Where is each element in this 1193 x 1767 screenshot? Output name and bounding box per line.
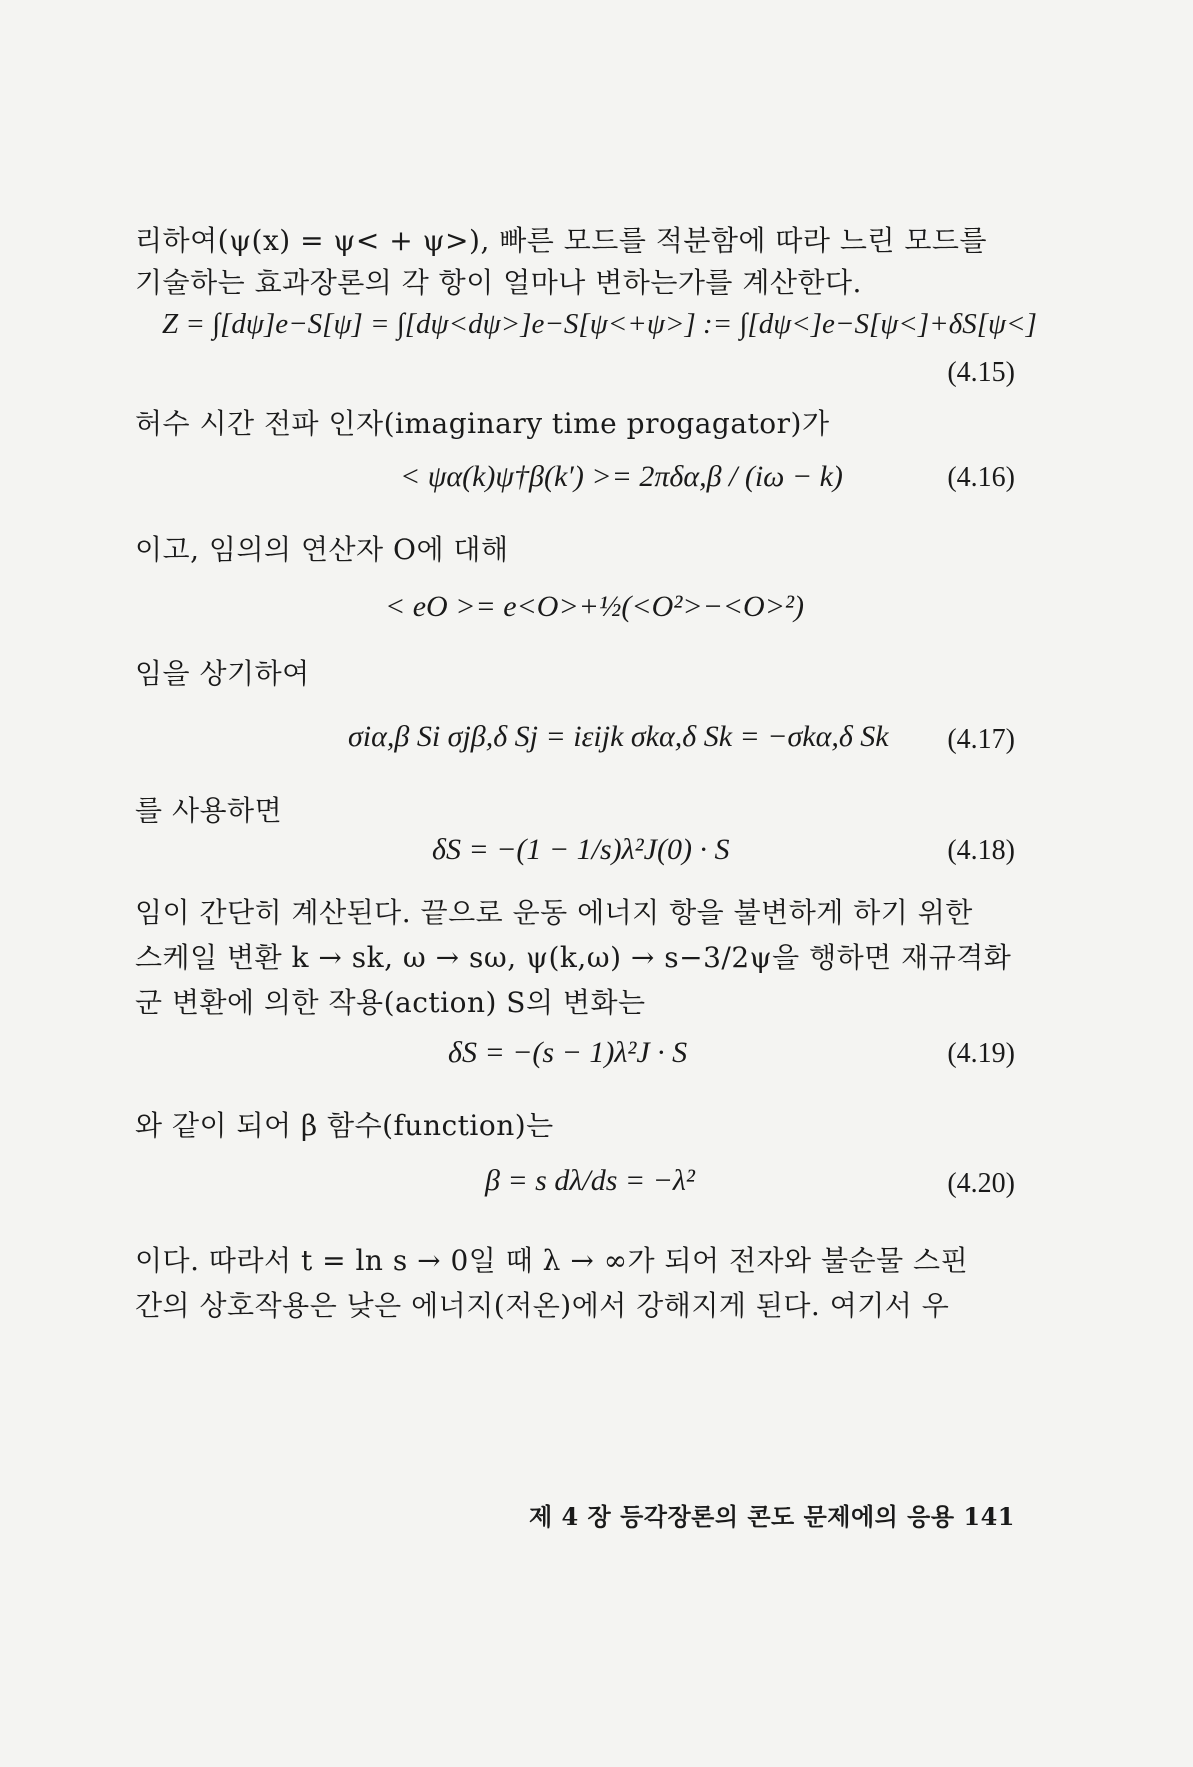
equation-number-4-18: (4.18): [947, 835, 1015, 866]
equation-4-15: Z = ∫[dψ]e−S[ψ] = ∫[dψ<dψ>]e−S[ψ<+ψ>] := ∫[dψ<]e−S[ψ<]+δS[ψ<]: [162, 308, 1037, 340]
equation-number-4-16: (4.16): [947, 462, 1015, 493]
text-line-6: 를 사용하면: [135, 794, 283, 827]
text-line-4: 이고, 임의의 연산자 O에 대해: [135, 533, 509, 566]
text-line-5: 임을 상기하여: [135, 657, 310, 690]
equation-number-4-15: (4.15): [947, 357, 1015, 388]
equation-number-4-19: (4.19): [947, 1038, 1015, 1069]
text-line-8: 스케일 변환 k → sk, ω → sω, ψ(k,ω) → s−3/2ψ을 행하면 재규격화: [135, 941, 1012, 974]
equation-4-19: δS = −(s − 1)λ²J · S: [448, 1036, 688, 1069]
equation-4-20: β = s dλ/ds = −λ²: [485, 1164, 695, 1197]
equation-number-4-17: (4.17): [947, 724, 1015, 755]
text-line-3: 허수 시간 전파 인자(imaginary time progagator)가: [135, 407, 830, 440]
equation-4-18: δS = −(1 − 1/s)λ²J(0) · S: [432, 833, 730, 866]
text-line-2: 기술하는 효과장론의 각 항이 얼마나 변하는가를 계산한다.: [135, 266, 862, 299]
text-line-11: 이다. 따라서 t = ln s → 0일 때 λ → ∞가 되어 전자와 불순물 스핀: [135, 1244, 969, 1277]
equation-4-17: σiα,β Si σjβ,δ Sj = iεijk σkα,δ Sk = −σkα,δ Sk: [348, 720, 889, 753]
text-line-1: 리하여(ψ(x) = ψ< + ψ>), 빠른 모드를 적분함에 따라 느린 모드를: [135, 224, 988, 257]
equation-4-16: < ψα(k)ψ†β(k′) >= 2πδα,β / (iω − k): [400, 460, 843, 493]
equation-number-4-20: (4.20): [947, 1168, 1015, 1199]
equation-exponential-identity: < eO >= e<O>+½(<O²>−<O>²): [385, 590, 804, 623]
text-line-9: 군 변환에 의한 작용(action) S의 변화는: [135, 986, 646, 1019]
text-line-10: 와 같이 되어 β 함수(function)는: [135, 1109, 554, 1142]
text-line-7: 임이 간단히 계산된다. 끝으로 운동 에너지 항을 불변하게 하기 위한: [135, 896, 973, 929]
page-footer: 제 4 장 등각장론의 콘도 문제에의 응용 141: [528, 1502, 1015, 1531]
text-line-12: 간의 상호작용은 낮은 에너지(저온)에서 강해지게 된다. 여기서 우: [135, 1289, 950, 1322]
